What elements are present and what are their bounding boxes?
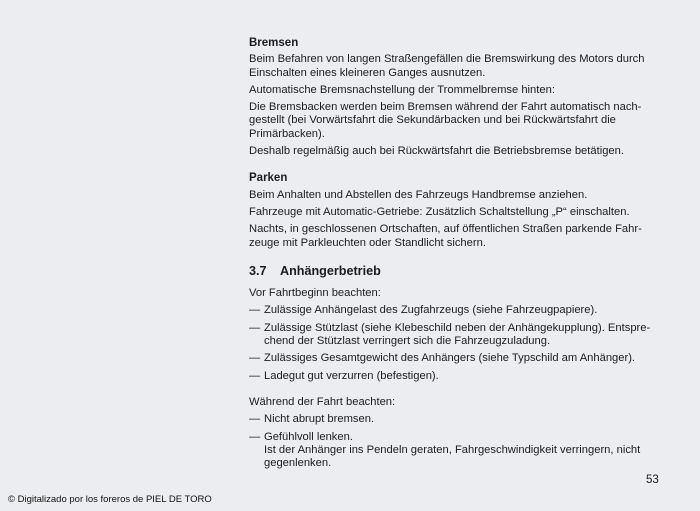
- dash-bullet: —: [249, 352, 261, 365]
- scan-credit: © Digitalizado por los foreros de PIEL DE TORO: [8, 494, 212, 505]
- list-item: [249, 352, 659, 365]
- page-number: 53: [646, 474, 659, 486]
- text-line: Fahrzeuge mit Automatic-Getriebe: Zusätzlich Schaltstellung „P“ einschalten.: [249, 205, 630, 218]
- text-line: Deshalb regelmäßig auch bei Rückwärtsfahrt die Betriebsbremse betätigen.: [249, 145, 624, 158]
- bremsen-paragraph-1: [249, 53, 659, 80]
- text-line: Gefühlvoll lenken.: [264, 430, 353, 443]
- heading-parken: Parken: [249, 172, 288, 185]
- section-heading: [249, 265, 659, 278]
- dash-bullet: —: [249, 321, 261, 334]
- bremsen-paragraph-3: [249, 101, 659, 141]
- list-item: [249, 413, 659, 426]
- text-line: Die Bremsbacken werden beim Bremsen während der Fahrt automatisch nach-: [249, 101, 642, 114]
- list-item: [249, 431, 659, 471]
- dash-bullet: —: [249, 369, 261, 382]
- text-line: Ladegut gut verzurren (befestigen).: [264, 369, 439, 382]
- spacer: [249, 162, 659, 172]
- section-title: Anhängerbetrieb: [280, 263, 381, 278]
- vor-fahrt-intro: Vor Fahrtbeginn beachten:: [249, 287, 381, 300]
- spacer: [249, 387, 659, 396]
- text-line: gegenlenken.: [264, 457, 332, 470]
- text-line: zeuge mit Parkleuchten oder Standlicht sichern.: [249, 236, 486, 249]
- page-content: [249, 37, 659, 474]
- text-line: Nachts, in geschlossenen Ortschaften, auf öffentlichen Straßen parkende Fahr-: [249, 223, 642, 236]
- dash-bullet: —: [249, 304, 261, 317]
- bremsen-paragraph-2: [249, 84, 659, 97]
- text-line: Einschalten eines kleineren Ganges ausnutzen.: [249, 66, 486, 79]
- parken-paragraph-3: [249, 223, 659, 250]
- section-number: 3.7: [249, 263, 267, 278]
- list-item: [249, 304, 659, 317]
- parken-paragraph-2: [249, 206, 659, 219]
- text-line: Ist der Anhänger ins Pendeln geraten, Fahrgeschwindigkeit verringern, nicht: [264, 443, 641, 456]
- list-item: [249, 322, 659, 349]
- bremsen-paragraph-4: [249, 145, 659, 158]
- text-line: chend der Stützlast verringert sich die Fahrzeugzuladung.: [264, 335, 551, 348]
- text-line: Automatische Bremsnachstellung der Trommelbremse hinten:: [249, 83, 555, 96]
- text-line: Beim Anhalten und Abstellen des Fahrzeugs Handbremse anziehen.: [249, 188, 588, 201]
- text-line: Zulässige Stützlast (siehe Klebeschild neben der Anhängekupplung). Entspre-: [264, 321, 651, 334]
- text-line: Nicht abrupt bremsen.: [264, 413, 375, 426]
- dash-bullet: —: [249, 430, 261, 443]
- text-line: Primärbacken).: [249, 127, 325, 140]
- text-line: gestellt (bei Vorwärtsfahrt die Sekundärbacken und bei Rückwärtsfahrt die: [249, 114, 616, 127]
- text-line: Beim Befahren von langen Straßengefällen die Bremswirkung des Motors durch: [249, 53, 645, 66]
- dash-bullet: —: [249, 413, 261, 426]
- text-line: Zulässige Anhängelast des Zugfahrzeugs (siehe Fahrzeugpapiere).: [264, 304, 598, 317]
- parken-paragraph-1: [249, 189, 659, 202]
- waehrend-fahrt-intro: Während der Fahrt beachten:: [249, 395, 396, 408]
- list-item: [249, 370, 659, 383]
- heading-bremsen: Bremsen: [249, 37, 299, 49]
- text-line: Zulässiges Gesamtgewicht des Anhängers (siehe Typschild am Anhänger).: [264, 352, 636, 365]
